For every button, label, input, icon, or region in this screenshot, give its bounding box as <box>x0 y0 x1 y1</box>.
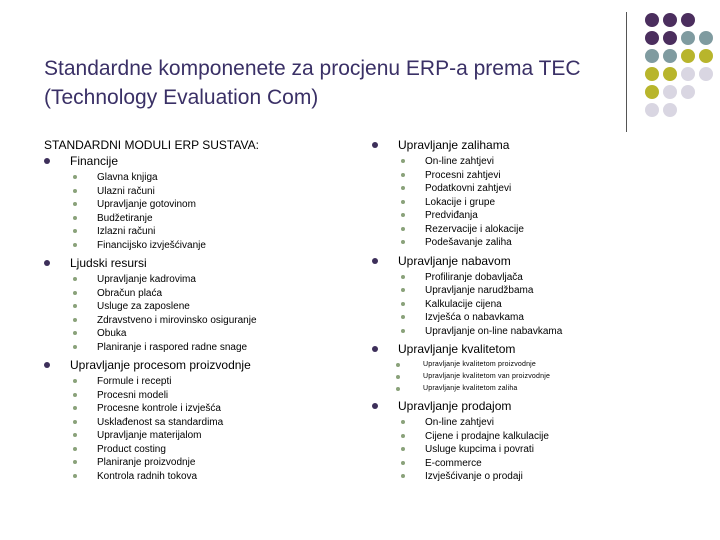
module-item <box>372 271 672 285</box>
sub-bullet-icon <box>73 433 77 437</box>
module-item <box>44 185 344 199</box>
module-item-label: Obuka <box>97 328 127 339</box>
module-item <box>372 284 672 298</box>
module-item <box>372 169 672 183</box>
module-item <box>44 239 344 253</box>
decorative-divider <box>626 12 627 132</box>
module-item-label: Podatkovni zahtjevi <box>425 183 512 194</box>
module-item <box>44 429 344 443</box>
module-group <box>372 138 672 250</box>
decorative-dot <box>663 67 677 81</box>
module-item-label: Budžetiranje <box>97 212 153 224</box>
module-item <box>372 196 672 210</box>
module-item <box>44 443 344 457</box>
module-item-label: Izlazni računi <box>97 226 156 237</box>
decorative-dot <box>645 31 659 45</box>
decorative-dot <box>681 85 695 99</box>
decorative-dot <box>645 13 659 27</box>
module-item <box>44 375 344 389</box>
module-item-label: Izvješća o nabavkama <box>425 312 524 323</box>
module-item-label: Rezervacije i alokacije <box>425 223 524 235</box>
module-item <box>372 383 672 395</box>
module-group-title <box>372 138 672 153</box>
sub-bullet-icon <box>401 227 405 231</box>
module-item-label: Ulazni računi <box>97 185 155 197</box>
sub-bullet-icon <box>401 288 405 292</box>
sub-bullet-icon <box>73 474 77 478</box>
module-item <box>44 402 344 416</box>
module-item <box>44 470 344 484</box>
sub-bullet-icon <box>401 186 405 190</box>
module-item <box>44 314 344 328</box>
module-group-label: Upravljanje prodajom <box>398 399 512 413</box>
sub-bullet-icon <box>73 460 77 464</box>
module-group-title <box>44 256 344 271</box>
module-item <box>44 389 344 403</box>
bullet-icon <box>372 403 378 409</box>
module-item-label: Upravljanje gotovinom <box>97 199 196 210</box>
module-item <box>44 287 344 301</box>
module-group-title <box>372 254 672 269</box>
decorative-dot <box>663 49 677 63</box>
module-item-label: Cijene i prodajne kalkulacije <box>425 430 549 442</box>
module-group-title <box>44 358 344 373</box>
module-item <box>44 416 344 430</box>
module-item-label: Lokacije i grupe <box>425 196 496 208</box>
module-group <box>372 342 672 395</box>
module-item <box>44 341 344 355</box>
module-item-label: Procesni zahtjevi <box>425 169 501 181</box>
sub-bullet-icon <box>401 213 405 217</box>
sub-bullet-icon <box>401 240 405 244</box>
module-item-label: Formule i recepti <box>97 376 172 387</box>
module-item-label: Usluge kupcima i povrati <box>425 444 534 455</box>
module-item-label: Upravljanje narudžbama <box>425 285 534 296</box>
sub-bullet-icon <box>73 243 77 247</box>
module-item <box>372 416 672 430</box>
module-item <box>372 298 672 312</box>
module-item-label: Procesne kontrole i izvješća <box>97 403 221 414</box>
sub-bullet-icon <box>73 189 77 193</box>
module-item-label: Product costing <box>97 443 166 455</box>
module-group <box>44 358 344 483</box>
sub-bullet-icon <box>401 420 405 424</box>
module-item-label: Profiliranje dobavljača <box>425 271 523 283</box>
sub-bullet-icon <box>396 387 400 391</box>
bullet-icon <box>372 258 378 264</box>
module-item-label: Kalkulacije cijena <box>425 298 502 310</box>
module-item <box>372 470 672 484</box>
module-item <box>44 198 344 212</box>
sub-bullet-icon <box>401 461 405 465</box>
decorative-dot <box>699 31 713 45</box>
module-item-label: Upravljanje kadrovima <box>97 274 196 285</box>
module-item-label: Procesni modeli <box>97 389 169 401</box>
module-item-label: On-line zahtjevi <box>425 156 494 167</box>
sub-bullet-icon <box>73 277 77 281</box>
decorative-dot <box>699 49 713 63</box>
module-item <box>44 225 344 239</box>
decorative-dot-grid <box>644 12 716 122</box>
bullet-icon <box>372 346 378 352</box>
module-item-label: Podešavanje zaliha <box>425 237 512 248</box>
module-item <box>372 371 672 383</box>
sub-bullet-icon <box>73 406 77 410</box>
sub-bullet-icon <box>73 304 77 308</box>
module-item-label: Predviđanja <box>425 210 478 221</box>
module-item <box>372 311 672 325</box>
decorative-dot <box>681 31 695 45</box>
module-group-label: Upravljanje procesom proizvodnje <box>70 358 251 372</box>
decorative-dot <box>645 67 659 81</box>
sub-bullet-icon <box>396 375 400 379</box>
module-item-label: Usluge za zaposlene <box>97 301 190 312</box>
sub-bullet-icon <box>73 216 77 220</box>
bullet-icon <box>44 158 50 164</box>
sub-bullet-icon <box>73 447 77 451</box>
module-item <box>372 209 672 223</box>
module-group-label: Ljudski resursi <box>70 256 147 270</box>
module-item <box>372 359 672 371</box>
sub-bullet-icon <box>401 302 405 306</box>
module-item-label: Glavna knjiga <box>97 172 158 183</box>
module-item <box>44 327 344 341</box>
sub-bullet-icon <box>401 474 405 478</box>
module-group-title <box>372 399 672 414</box>
sub-bullet-icon <box>401 173 405 177</box>
module-item-label: Izvješćivanje o prodaji <box>425 471 523 482</box>
module-group <box>44 154 344 252</box>
slide-title: Standardne komponenete za procjenu ERP-a prema TEC (Technology Evaluation Com) <box>44 57 581 109</box>
bullet-icon <box>44 260 50 266</box>
module-group-label: Financije <box>70 154 119 168</box>
sub-bullet-icon <box>73 331 77 335</box>
module-item-label: E-commerce <box>425 457 482 469</box>
sub-bullet-icon <box>73 345 77 349</box>
sub-bullet-icon <box>396 363 400 367</box>
module-item <box>372 443 672 457</box>
bullet-icon <box>372 142 378 148</box>
module-item-label: Upravljanje on-line nabavkama <box>425 325 563 337</box>
decorative-dot <box>645 49 659 63</box>
sub-bullet-icon <box>73 318 77 322</box>
decorative-dot <box>681 13 695 27</box>
decorative-dot <box>645 85 659 99</box>
module-item-label: Financijsko izvješćivanje <box>97 239 206 251</box>
decorative-dot <box>663 103 677 117</box>
module-item <box>44 212 344 226</box>
sub-bullet-icon <box>401 315 405 319</box>
module-group-label: Upravljanje kvalitetom <box>398 342 516 356</box>
module-item <box>372 182 672 196</box>
module-item-label: Kontrola radnih tokova <box>97 470 198 482</box>
module-item-label: Upravljanje kvalitetom proizvodnje <box>423 361 537 368</box>
module-item-label: Obračun plaća <box>97 287 163 299</box>
module-item-label: Planiranje i raspored radne snage <box>97 341 248 353</box>
module-item <box>44 456 344 470</box>
sub-bullet-icon <box>401 275 405 279</box>
decorative-dot <box>645 103 659 117</box>
sub-bullet-icon <box>73 229 77 233</box>
decorative-dot <box>681 49 695 63</box>
left-group-list <box>44 154 344 483</box>
module-group-label: Upravljanje nabavom <box>398 253 511 268</box>
module-item-label: Upravljanje materijalom <box>97 430 202 441</box>
module-item <box>44 171 344 185</box>
sub-bullet-icon <box>73 393 77 397</box>
sub-bullet-icon <box>73 379 77 383</box>
module-item <box>372 325 672 339</box>
sub-bullet-icon <box>73 291 77 295</box>
sub-bullet-icon <box>73 202 77 206</box>
module-item <box>372 155 672 169</box>
module-item-label: Usklađenost sa standardima <box>97 416 224 428</box>
sub-bullet-icon <box>401 434 405 438</box>
sub-bullet-icon <box>401 447 405 451</box>
module-item <box>44 273 344 287</box>
decorative-dot <box>663 13 677 27</box>
module-item <box>372 457 672 471</box>
module-item-label: On-line zahtjevi <box>425 417 494 428</box>
module-item <box>44 300 344 314</box>
module-group-title <box>372 342 672 357</box>
sub-bullet-icon <box>401 200 405 204</box>
sub-bullet-icon <box>73 175 77 179</box>
module-group <box>44 256 344 354</box>
module-item-label: Upravljanje kvalitetom van proizvodnje <box>423 373 551 380</box>
module-item <box>372 223 672 237</box>
sub-bullet-icon <box>401 329 405 333</box>
module-item <box>372 430 672 444</box>
left-column <box>44 138 344 487</box>
sub-bullet-icon <box>73 420 77 424</box>
module-group <box>372 254 672 339</box>
decorative-dot <box>699 67 713 81</box>
module-group-label: Upravljanje zalihama <box>398 138 510 152</box>
module-item <box>372 236 672 250</box>
bullet-icon <box>44 362 50 368</box>
module-group <box>372 399 672 484</box>
decorative-dot <box>663 31 677 45</box>
modules-heading: STANDARDNI MODULI ERP SUSTAVA: <box>44 138 259 152</box>
module-group-title <box>44 154 344 169</box>
module-item-label: Zdravstveno i mirovinsko osiguranje <box>97 314 257 326</box>
right-group-list <box>372 138 672 484</box>
sub-bullet-icon <box>401 159 405 163</box>
module-item-label: Planiranje proizvodnje <box>97 457 196 468</box>
decorative-dot <box>663 85 677 99</box>
module-item-label: Upravljanje kvalitetom zaliha <box>423 385 518 392</box>
decorative-dot <box>681 67 695 81</box>
right-column <box>372 138 672 488</box>
